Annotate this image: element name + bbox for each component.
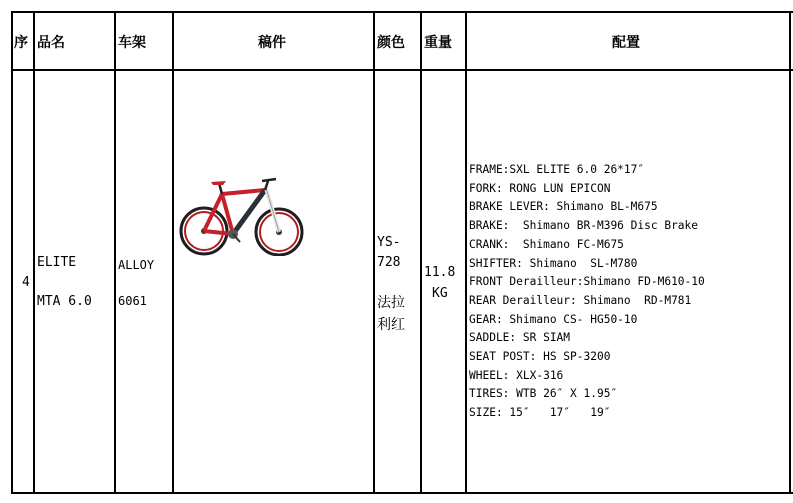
col-border-4 [373,11,375,494]
col-border-0 [11,11,13,494]
col-border-7 [789,11,791,494]
frame-material-line1: ALLOY [118,258,155,272]
col-border-5 [420,11,422,494]
color-code-line1: YS- [377,235,401,250]
config-spec-list [469,161,705,423]
spec-line: CRANK: Shimano FC-M675 [469,237,624,251]
weight-line1: 11.8 [424,265,456,280]
frame-material-line2: 6061 [118,294,147,308]
table-top-border [11,11,793,13]
product-name-line1: ELITE [37,255,77,270]
header-color: 颜色 [377,35,405,51]
spec-line: WHEEL: XLX-316 [469,368,564,382]
spec-line: SADDLE: SR SIAM [469,331,571,345]
table-bottom-border [11,492,793,494]
spec-line: FRAME:SXL ELITE 6.0 26*17″ [469,163,645,176]
spec-line: SIZE: 15″ 17″ 19″ [469,406,611,420]
spec-line: REAR Derailleur: Shimano RD-M781 [469,293,692,307]
header-frame: 车架 [118,35,146,51]
header-index: 序 [14,35,28,51]
header-name: 品名 [37,35,65,51]
spec-line: SHIFTER: Shimano SL-M780 [469,256,638,270]
spec-line: BRAKE LEVER: Shimano BL-M675 [469,200,658,214]
spec-line: FORK: RONG LUN EPICON [469,181,611,195]
bicycle-image [178,176,306,256]
color-name-line2: 利红 [377,317,405,333]
header-row-border [11,69,793,71]
spec-line: FRONT Derailleur:Shimano FD-M610-10 [469,275,705,289]
spec-line: BRAKE: Shimano BR-M396 Disc Brake [469,219,699,233]
spec-line: SEAT POST: HS SP-3200 [469,350,611,364]
header-image: 稿件 [258,35,286,51]
bicycle-icon [178,176,306,256]
col-border-6 [465,11,467,494]
header-weight: 重量 [424,35,452,51]
spec-line: GEAR: Shimano CS- HG50-10 [469,312,638,326]
col-border-1 [33,11,35,494]
product-name-line2: MTA 6.0 [37,294,92,309]
col-border-3 [172,11,174,494]
weight-line2: KG [432,286,448,301]
color-name-line1: 法拉 [377,295,405,311]
spec-line: TIRES: WTB 26″ X 1.95″ [469,387,618,401]
header-config: 配置 [612,35,640,51]
color-code-line2: 728 [377,255,401,270]
col-border-2 [114,11,116,494]
row-index: 4 [22,275,30,290]
